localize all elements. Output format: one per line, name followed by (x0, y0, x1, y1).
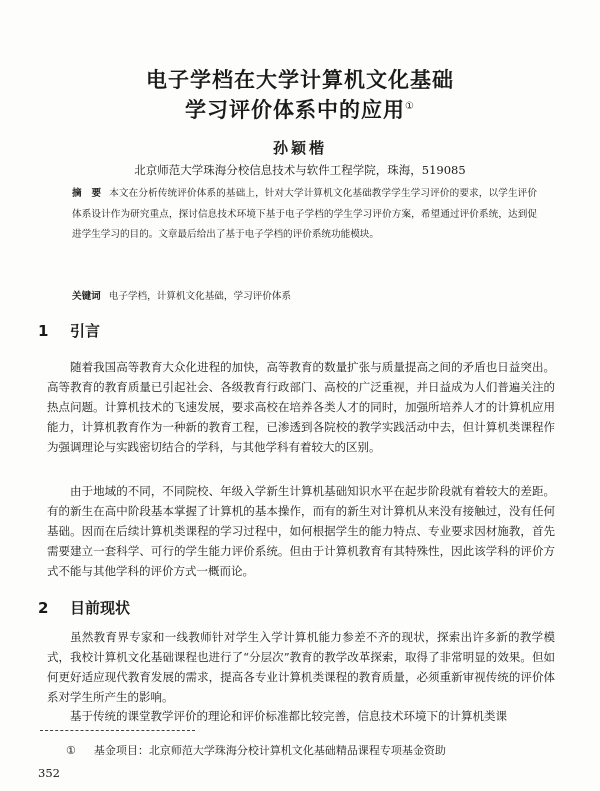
footnote (66, 742, 446, 758)
abstract (72, 184, 537, 246)
section-1-title: 引言 (70, 322, 101, 340)
section-1-paragraph-2: 由于地域的不同，不同院校、年级入学新生计算机基础知识水平在起步阶段就有着较大的差距。有的新生在高中阶段基本掌握了计算机的基本操作，而有的新生对计算机从来没有接触过，没有任何基础。因而在后续计算机类课程的学习过程中，如何根据学生的能力特点、专业要求因材施教，首先需要建立一套科学、可行的学生能力评价系统。但由于计算机教育有其特殊性，因此该学科的评价方式不能与其他学科的评价方式一概而论。 (47, 484, 555, 578)
keywords (72, 288, 537, 302)
title-line-2-text: 学习评价体系中的应用 (185, 98, 406, 122)
abstract-label: 摘 要 (72, 188, 102, 199)
footnote-text: 基金项目：北京师范大学珠海分校计算机文化基础精品课程专项基金资助 (93, 744, 446, 757)
page-number: 352 (38, 766, 60, 780)
title-line-1-text: 电子学档在大学计算机文化基础 (146, 68, 454, 92)
section-2-number: 2 (38, 599, 49, 617)
author-name: 孙颖楷 (272, 139, 327, 157)
section-1-number: 1 (38, 322, 49, 340)
section-2-paragraph-1: 虽然教育界专家和一线教师针对学生入学计算机能力参差不齐的现状，探索出许多新的教学模式，我校计算机文化基础课程也进行了“分层次”教育的教学改革探索，取得了非常明显的效果。但如何更好适应现代教育发展的需求，提高各专业计算机类课程的教育质量，必须重新审视传统的评价体系对学生所产生的影响。 (47, 630, 555, 704)
keywords-label: 关键词 (72, 291, 101, 302)
title-footnote-mark: ① (405, 101, 415, 112)
author-affiliation: 北京师范大学珠海分校信息技术与软件工程学院，珠海，519085 (134, 163, 466, 177)
section-heading-2 (38, 597, 130, 618)
keywords-text: 电子学档，计算机文化基础，学习评价体系 (108, 291, 292, 302)
paper-title-line-2 (0, 94, 600, 124)
section-2-paragraph-2: 基于传统的课堂教学评价的理论和评价标准都比较完善，信息技术环境下的计算机类课 (70, 709, 507, 723)
section-heading-1 (38, 320, 100, 341)
section-2-title: 目前现状 (70, 599, 131, 617)
footnote-rule (40, 730, 195, 731)
paper-title-line-1 (0, 64, 600, 94)
abstract-text: 本文在分析传统评价体系的基础上，针对大学计算机文化基础教学学生学习评价的要求，以学生评价体系设计作为研究重点，探讨信息技术环境下基于电子学档的学生学习评价方案，希望通过评价系统，达到促进学生学习的目的。文章最后给出了基于电子学档的评价系统功能模块。 (72, 188, 538, 240)
footnote-mark: ① (66, 744, 76, 757)
section-1-paragraph-1: 随着我国高等教育大众化进程的加快，高等教育的数量扩张与质量提高之间的矛盾也日益突出。高等教育的教育质量已引起社会、各级教育行政部门、高校的广泛重视，并日益成为人们普遍关注的热点问题。计算机技术的飞速发展，要求高校在培养各类人才的同时，加强所培养人才的计算机应用能力，计算机教育作为一种新的教育工程，已渗透到各院校的教学实践活动中去，但计算机类课程作为强调理论与实践密切结合的学科，与其他学科有着较大的区别。 (47, 360, 555, 454)
